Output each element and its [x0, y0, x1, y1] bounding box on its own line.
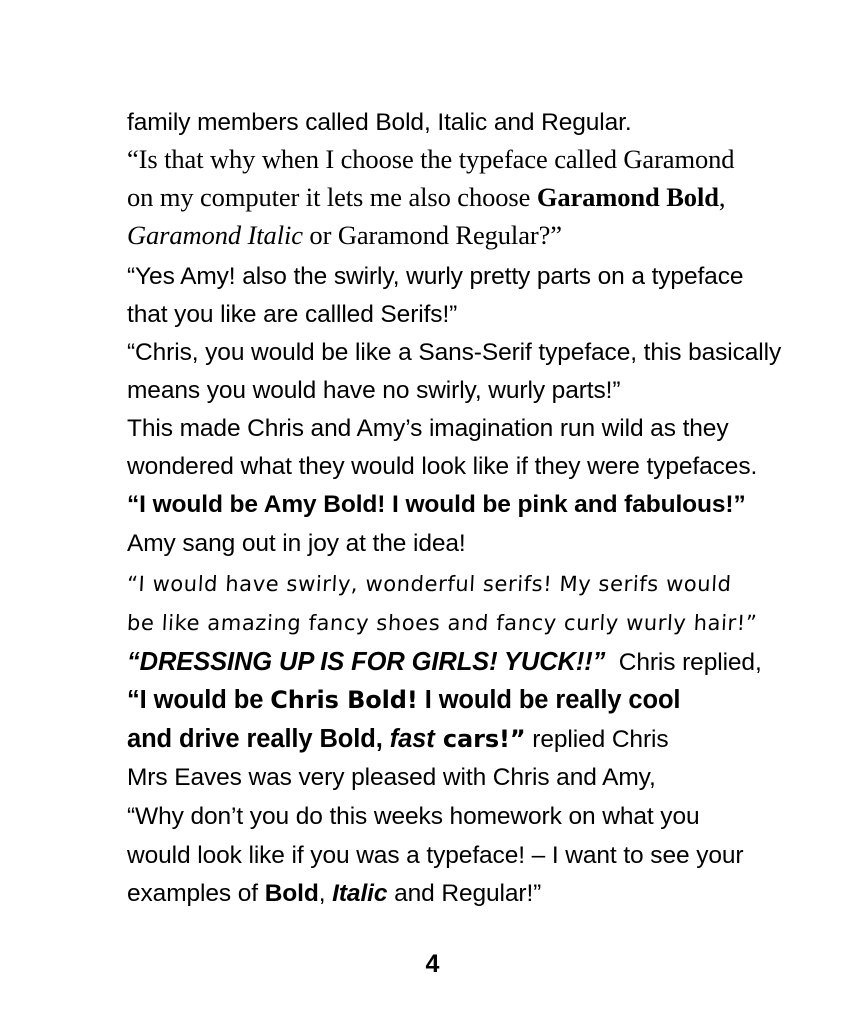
text-line — [127, 837, 743, 876]
chris-bold-sample: Chris Bold! — [270, 686, 418, 714]
text-line-chris-bold-2 — [127, 720, 669, 760]
text-line — [127, 178, 725, 217]
line-text: Mrs Eaves was very pleased with Chris and Amy, — [127, 764, 656, 791]
text-line — [127, 448, 757, 487]
text-line — [127, 296, 457, 335]
text-line — [127, 258, 743, 297]
line-text-tail: Chris replied, — [618, 649, 762, 676]
text-line-amy-bold — [127, 486, 746, 525]
text-line — [127, 798, 700, 837]
text-line — [127, 334, 781, 373]
text-line — [127, 372, 620, 411]
line-text: on my computer it lets me also choose — [127, 182, 537, 212]
text-line — [127, 525, 466, 564]
bold-sample: Bold — [264, 880, 319, 907]
line-text-cars: cars!” — [434, 725, 526, 753]
line-text-tail: I would be really cool — [417, 686, 681, 714]
line-text: would look like if you was a typeface! – I want to see your — [127, 842, 744, 869]
page-number: 4 — [425, 950, 440, 978]
italic-sample: Italic — [332, 880, 388, 907]
text-line — [127, 643, 762, 683]
text-line-comic — [127, 565, 732, 604]
line-text-tail: and Regular!” — [387, 880, 542, 907]
line-text: Amy sang out in joy at the idea! — [127, 530, 466, 557]
line-text: “I would be Amy Bold! I would be pink and fabulous!” — [127, 491, 746, 518]
line-text: be like amazing fancy shoes and fancy curly wurly hair!” — [126, 611, 758, 635]
text-line — [127, 216, 562, 255]
line-text: This made Chris and Amy’s imagination run wild as they — [127, 415, 729, 442]
line-text: “Is that why when I choose the typeface called Garamond — [127, 144, 735, 174]
text-line — [127, 410, 728, 449]
line-text: “I would be — [127, 686, 271, 714]
text-line — [127, 104, 632, 143]
line-text-tail: , — [718, 182, 726, 212]
line-text: wondered what they would look like if they were typefaces. — [127, 453, 758, 480]
line-text: “I would have swirly, wonderful serifs! My serifs would — [126, 572, 733, 596]
garamond-italic-sample: Garamond Italic — [127, 220, 303, 250]
line-text: “Yes Amy! also the swirly, wurly pretty parts on a typeface — [127, 263, 744, 290]
line-text-tail: or Garamond Regular?” — [302, 220, 562, 250]
line-text: that you like are callled Serifs!” — [127, 301, 458, 328]
chris-shout-text: “DRESSING UP IS FOR GIRLS! YUCK!!” — [127, 648, 606, 676]
text-line — [127, 140, 734, 179]
text-line — [127, 759, 656, 798]
fast-italic-sample: fast — [389, 725, 435, 753]
line-text: means you would have no swirly, wurly parts!” — [127, 377, 621, 404]
line-text-tail: replied Chris — [525, 726, 669, 753]
line-text: and drive really Bold, — [127, 725, 390, 753]
line-text: examples of — [127, 880, 265, 907]
text-line-chris-bold — [127, 681, 680, 720]
line-text: family members called Bold, Italic and Regular. — [127, 109, 632, 136]
text-line-comic — [127, 604, 757, 643]
line-text: “Chris, you would be like a Sans-Serif typeface, this basically — [127, 339, 782, 366]
text-line — [127, 875, 541, 914]
garamond-bold-sample: Garamond Bold — [536, 182, 719, 212]
line-text: “Why don’t you do this weeks homework on what you — [127, 803, 700, 830]
line-text-comma: , — [318, 880, 333, 907]
